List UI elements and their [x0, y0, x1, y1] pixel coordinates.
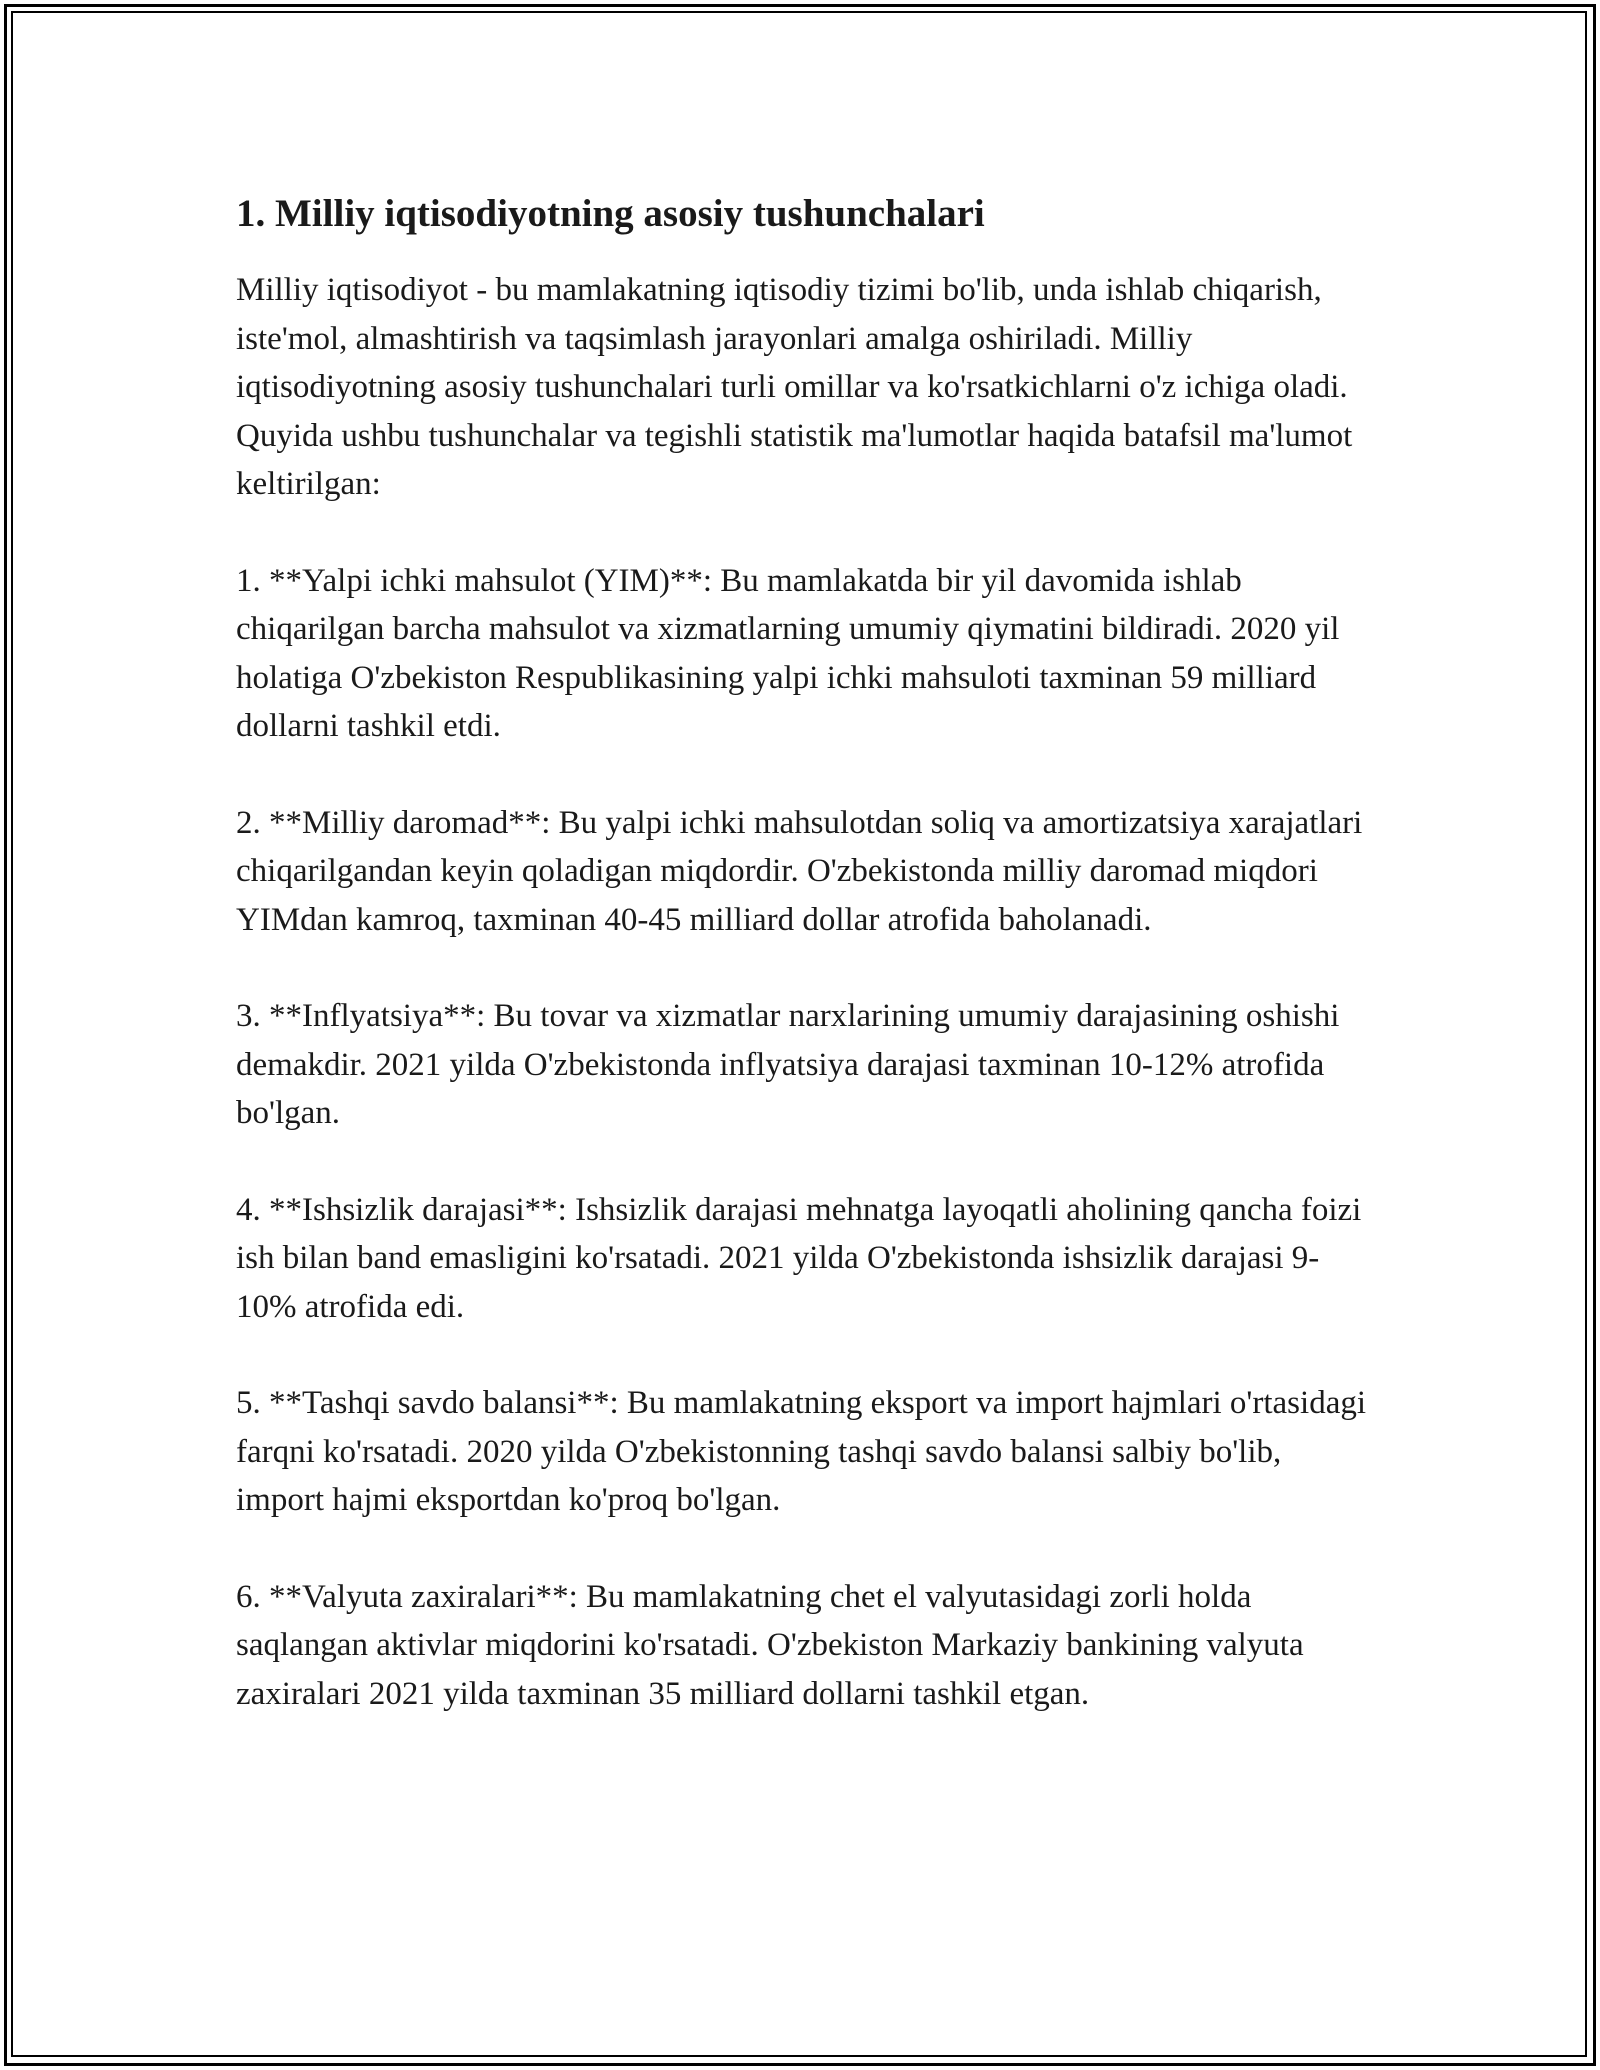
list-item: 1. **Yalpi ichki mahsulot (YIM)**: Bu mamlakatda bir yil davomida ishlab chiqarilgan barcha mahsulot va xizmatlarning umumiy qiymatini bildiradi. 2020 yil holatiga O'zbekiston Respublikasining yalpi ichki mahsuloti taxminan 59 milliard dollarni tashkil etdi.	[236, 562, 1340, 744]
document-title: 1. Milliy iqtisodiyotning asosiy tushunchalari	[236, 192, 985, 235]
list-item: 6. **Valyuta zaxiralari**: Bu mamlakatning chet el valyutasidagi zorli holda saqlangan aktivlar miqdorini ko'rsatadi. O'zbekiston Markaziy bankining valyuta zaxiralari 2021 yilda taxminan 35 milliard dollarni tashkil etgan.	[236, 1578, 1304, 1712]
document-body	[236, 186, 1366, 1766]
intro-paragraph: Milliy iqtisodiyot - bu mamlakatning iqtisodiy tizimi bo'lib, unda ishlab chiqarish, iste'mol, almashtirish va taqsimlash jarayonlari amalga oshiriladi. Milliy iqtisodiyotning asosiy tushunchalari turli omillar va ko'rsatkichlarni o'z ichiga oladi. Quyida ushbu tushunchalar va tegishli statistik ma'lumotlar haqida batafsil ma'lumot keltirilgan:	[236, 272, 1353, 502]
list-item: 5. **Tashqi savdo balansi**: Bu mamlakatning eksport va import hajmlari o'rtasidagi farqni ko'rsatadi. 2020 yilda O'zbekistonning tashqi savdo balansi salbiy bo'lib, import hajmi eksportdan ko'proq bo'lgan.	[236, 1385, 1367, 1518]
list-item: 3. **Inflyatsiya**: Bu tovar va xizmatlar narxlarining umumiy darajasining oshishi demakdir. 2021 yilda O'zbekistonda inflyatsiya darajasi taxminan 10-12% atrofida bo'lgan.	[236, 998, 1340, 1131]
list-item: 4. **Ishsizlik darajasi**: Ishsizlik darajasi mehnatga layoqatli aholining qancha foizi ish bilan band emasligini ko'rsatadi. 2021 yilda O'zbekistonda ishsizlik darajasi 9-10% atrofida edi.	[236, 1191, 1362, 1325]
list-item: 2. **Milliy daromad**: Bu yalpi ichki mahsulotdan soliq va amortizatsiya xarajatlari chiqarilgandan keyin qoladigan miqdordir. O'zbekistonda milliy daromad miqdori YIMdan kamroq, taxminan 40-45 milliard dollar atrofida baholanadi.	[236, 804, 1363, 938]
